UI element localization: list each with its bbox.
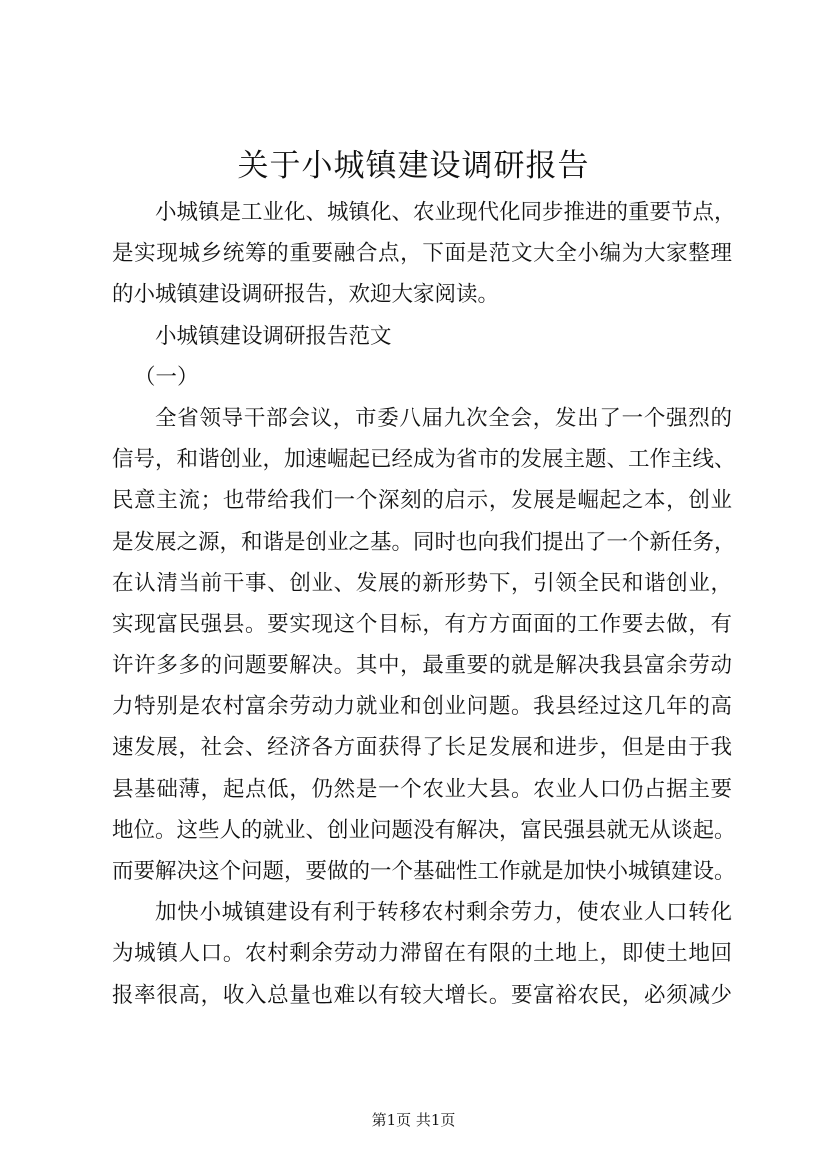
- paragraph-line: 信号，和谐创业，加速崛起已经成为省市的发展主题、工作主线、: [112, 447, 736, 473]
- paragraph-line: 而要解决这个问题，要做的一个基础性工作就是加快小城镇建设。: [112, 859, 736, 884]
- paragraph-line: 是实现城乡统筹的重要融合点，下面是范文大全小编为大家整理: [112, 241, 732, 267]
- paragraph-line: 的小城镇建设调研报告，欢迎大家阅读。: [112, 282, 500, 308]
- paragraph-line: 实现富民强县。要实现这个目标，有方方面面的工作要去做，有: [112, 611, 732, 637]
- paragraph-line: 力特别是农村富余劳动力就业和创业问题。我县经过这几年的高: [112, 694, 732, 720]
- paragraph-line: 地位。这些人的就业、创业问题没有解决，富民强县就无从谈起。: [112, 817, 736, 843]
- paragraph-line: 民意主流；也带给我们一个深刻的启示，发展是崛起之本，创业: [112, 488, 732, 514]
- paragraph-line: 是发展之源，和谐是创业之基。同时也向我们提出了一个新任务，: [112, 529, 736, 555]
- page-footer: 第1页 共1页: [371, 1111, 456, 1129]
- paragraph-line: 加快小城镇建设有利于转移农村剩余劳力，使农业人口转化: [155, 900, 732, 926]
- section-number: （一）: [134, 364, 199, 390]
- paragraph-line: 小城镇是工业化、城镇化、农业现代化同步推进的重要节点，: [155, 200, 736, 225]
- paragraph-line: 县基础薄，起点低，仍然是一个农业大县。农业人口仍占据主要: [112, 776, 732, 802]
- document-body: [112, 192, 736, 1016]
- paragraph-line: 许许多多的问题要解决。其中，最重要的就是解决我县富余劳动: [112, 653, 732, 679]
- paragraph-line: 为城镇人口。农村剩余劳动力滞留在有限的土地上，即使土地回: [112, 941, 732, 967]
- document-title: 关于小城镇建设调研报告: [237, 148, 590, 184]
- paragraph-line: 在认清当前干事、创业、发展的新形势下，引领全民和谐创业，: [112, 570, 732, 596]
- paragraph-line: 全省领导干部会议，市委八届九次全会，发出了一个强烈的: [155, 405, 732, 431]
- section-heading: 小城镇建设调研报告范文: [155, 323, 392, 349]
- paragraph-line: 报率很高，收入总量也难以有较大增长。要富裕农民，必须减少: [112, 982, 732, 1008]
- paragraph-line: 速发展，社会、经济各方面获得了长足发展和进步，但是由于我: [112, 735, 732, 761]
